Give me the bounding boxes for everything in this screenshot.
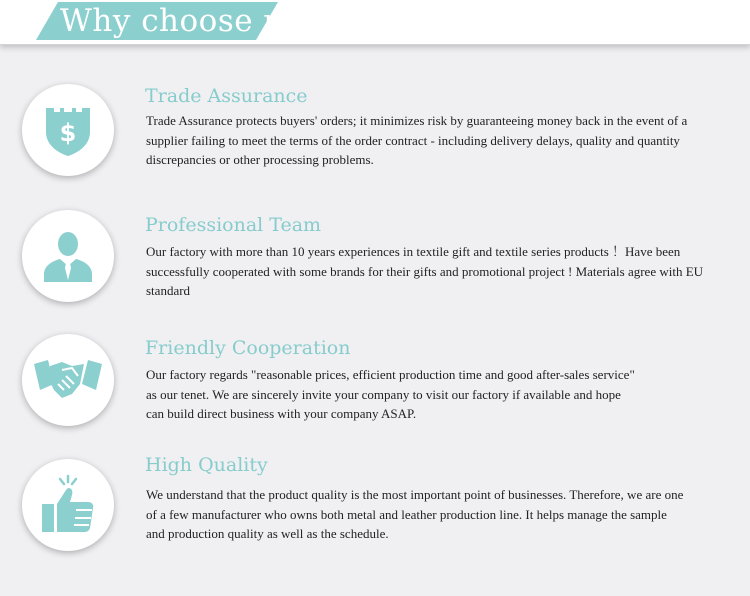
description-line: Trade Assurance protects buyers' orders; it minimizes risk by guaranteeing money back in the event of a bbox=[146, 113, 688, 128]
page-title: Why choose us bbox=[60, 3, 301, 39]
feature-icon-circle bbox=[22, 334, 114, 426]
feature-title: Trade Assurance bbox=[145, 85, 308, 107]
header-bar bbox=[0, 0, 750, 45]
description-line: standard bbox=[146, 283, 191, 298]
description-line: of a few manufacturer who owns both metal and leather production line. It helps manage the sample bbox=[146, 506, 667, 522]
feature-title: Professional Team bbox=[145, 214, 322, 236]
thumbs-up-icon bbox=[38, 474, 98, 536]
feature-description bbox=[146, 485, 736, 544]
description-line: Our factory regards "reasonable prices, efficient production time and good after-sales service" bbox=[146, 367, 635, 382]
businessman-icon bbox=[38, 226, 98, 286]
dollar-shield-icon bbox=[40, 102, 96, 158]
description-line: and production quality as well as the schedule. bbox=[146, 526, 389, 541]
handshake-icon bbox=[32, 354, 104, 406]
feature-description bbox=[146, 365, 736, 424]
feature-title: Friendly Cooperation bbox=[145, 337, 351, 359]
description-line: successfully cooperated with some brands for their gifts and promotional project ! Materials agree with EU bbox=[146, 263, 704, 279]
feature-title: High Quality bbox=[145, 454, 268, 476]
description-line: We understand that the product quality is the most important point of businesses. Therefore, we are one bbox=[146, 487, 684, 502]
feature-icon-circle bbox=[22, 210, 114, 302]
feature-icon-circle bbox=[22, 84, 114, 176]
description-line: can build direct business with your company ASAP. bbox=[146, 406, 417, 421]
feature-icon-circle bbox=[22, 459, 114, 551]
description-line: supplier failing to meet the terms of the order contract - including delivery delays, quality and quantity bbox=[146, 132, 680, 148]
description-line: discrepancies or other processing problems. bbox=[146, 152, 374, 167]
feature-description bbox=[146, 242, 736, 301]
svg-text:$: $ bbox=[59, 119, 77, 147]
feature-description bbox=[146, 111, 736, 170]
description-line: Our factory with more than 10 years experiences in textile gift and textile series products ！Have been bbox=[146, 244, 681, 259]
description-line: as our tenet. We are sincerely invite your company to visit our factory if available and hope bbox=[146, 386, 621, 402]
